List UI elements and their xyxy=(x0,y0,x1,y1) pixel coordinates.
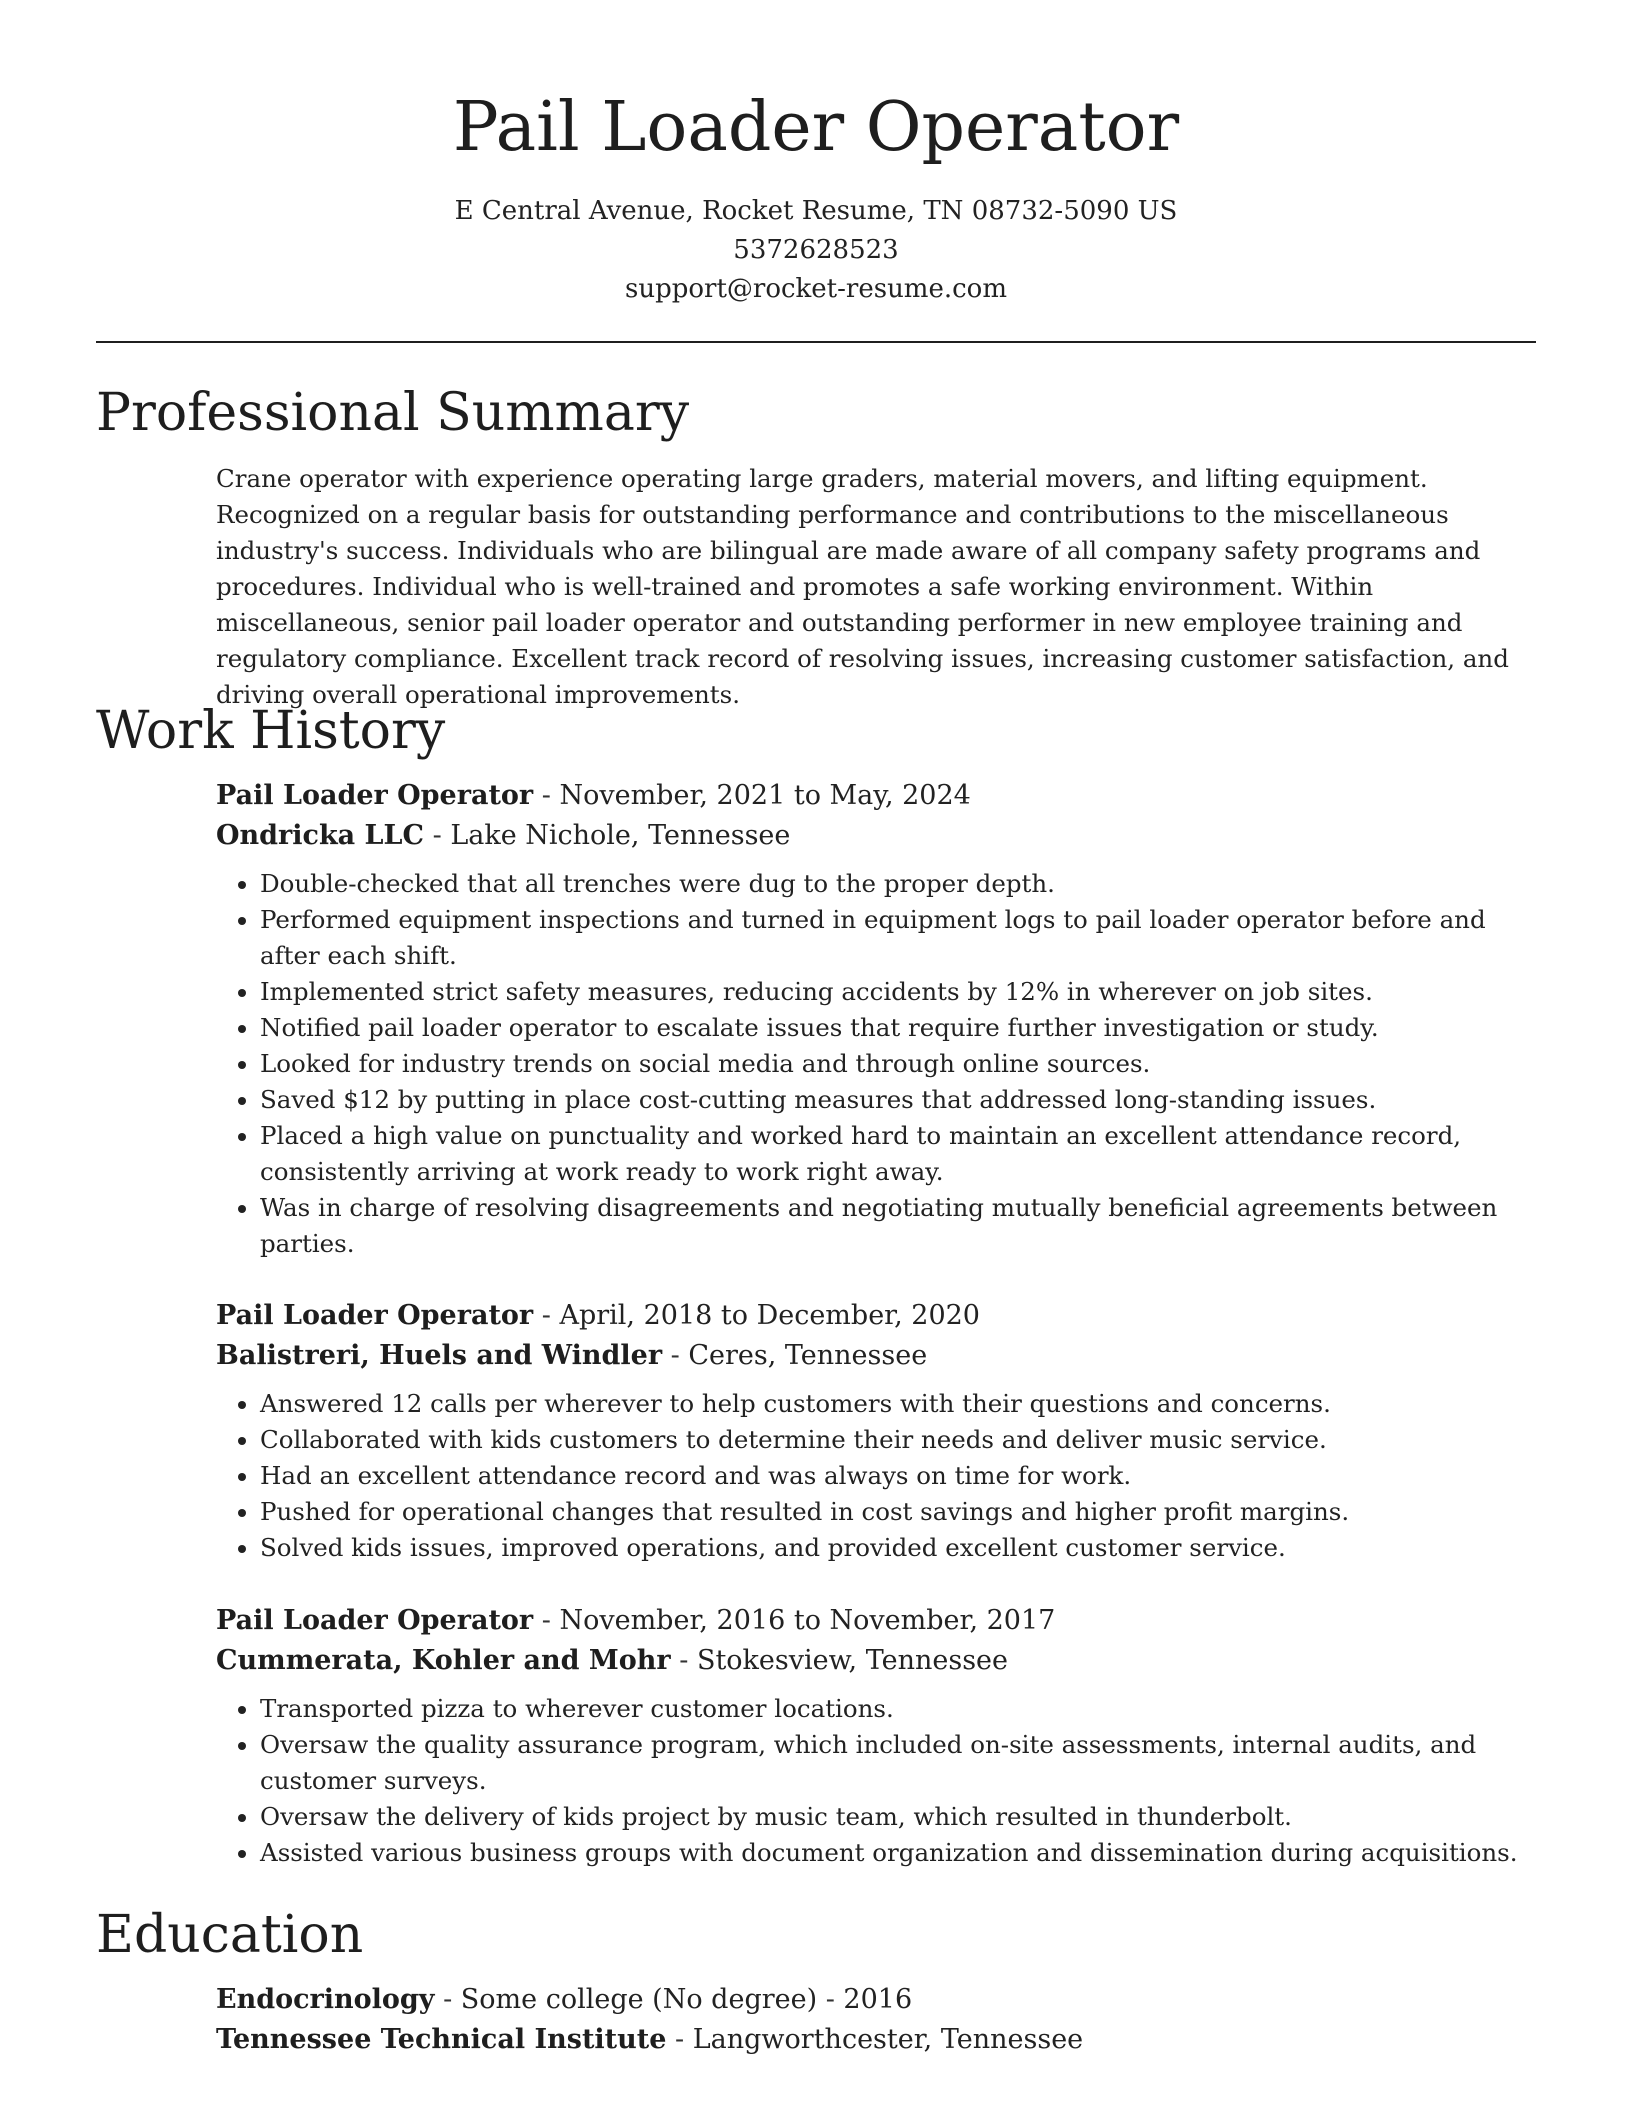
job-title: Pail Loader Operator xyxy=(216,1300,534,1331)
job-location: Stokesview, Tennessee xyxy=(696,1645,1009,1676)
job-company: Balistreri, Huels and Windler xyxy=(216,1340,663,1371)
email: support@rocket-resume.com xyxy=(624,274,1007,304)
bullet-item: • Was in charge of resolving disagreements and negotiating mutually beneficial agreements between parties. xyxy=(260,1190,1536,1262)
bullet-item: • Pushed for operational changes that resulted in cost savings and higher profit margins. xyxy=(260,1494,1536,1530)
bullet-item: • Double-checked that all trenches were dug to the proper depth. xyxy=(260,866,1536,902)
bullet-item: • Looked for industry trends on social media and through online sources. xyxy=(260,1046,1536,1082)
bullet-item: • Oversaw the delivery of kids project by music team, which resulted in thunderbolt. xyxy=(260,1799,1536,1835)
separator: - xyxy=(666,2024,693,2055)
job-entry xyxy=(216,1296,1536,1566)
bullet-item: • Assisted various business groups with document organization and dissemination during acquisitions. xyxy=(260,1835,1536,1871)
education-school-line xyxy=(216,2020,1536,2060)
bullet-item: • Collaborated with kids customers to determine their needs and deliver music service. xyxy=(260,1422,1536,1458)
job-company: Cummerata, Kohler and Mohr xyxy=(216,1645,671,1676)
job-location: Ceres, Tennessee xyxy=(688,1340,928,1371)
separator: - xyxy=(533,1605,560,1636)
separator: - xyxy=(424,820,451,851)
job-title: Pail Loader Operator xyxy=(216,1605,534,1636)
resume-header xyxy=(96,82,1536,309)
summary-heading: Professional Summary xyxy=(96,383,690,443)
job-title-line xyxy=(216,1601,1536,1641)
bullet-item: • Performed equipment inspections and turned in equipment logs to pail loader operator before and after each shift. xyxy=(260,902,1536,974)
job-company-line xyxy=(216,1641,1536,1681)
bullet-item: • Solved kids issues, improved operations, and provided excellent customer service. xyxy=(260,1530,1536,1566)
address: E Central Avenue, Rocket Resume, TN 08732-5090 US xyxy=(454,196,1178,226)
bullet-item: • Transported pizza to wherever customer locations. xyxy=(260,1691,1536,1727)
job-title: Pail Loader Operator xyxy=(216,780,534,811)
job-company: Ondricka LLC xyxy=(216,820,425,851)
job-location: Lake Nichole, Tennessee xyxy=(450,820,791,851)
bullet-item: • Oversaw the quality assurance program, which included on-site assessments, internal audits, and customer surveys. xyxy=(260,1727,1536,1799)
education-degree-line xyxy=(216,1980,1536,2020)
separator: - xyxy=(662,1340,689,1371)
contact-info xyxy=(96,192,1536,309)
job-title-line xyxy=(216,776,1536,816)
education-school: Tennessee Technical Institute xyxy=(216,2024,667,2055)
job-bullets xyxy=(216,1691,1536,1871)
bullet-item: • Placed a high value on punctuality and worked hard to maintain an excellent attendance record, consistently arriving at work ready to work right away. xyxy=(260,1118,1536,1190)
education-location: Langworthcester, Tennessee xyxy=(692,2024,1084,2055)
education-field: Endocrinology xyxy=(216,1984,435,2015)
job-dates: November, 2021 to May, 2024 xyxy=(559,780,971,811)
work-history-heading: Work History xyxy=(96,701,446,761)
job-company-line xyxy=(216,816,1536,856)
job-entry xyxy=(216,1601,1536,1871)
job-dates: April, 2018 to December, 2020 xyxy=(559,1300,980,1331)
bullet-item: • Notified pail loader operator to escalate issues that require further investigation or study. xyxy=(260,1010,1536,1046)
candidate-name: Pail Loader Operator xyxy=(452,88,1180,167)
job-entry xyxy=(216,776,1536,1262)
education-year: 2016 xyxy=(843,1984,913,2015)
bullet-item: • Answered 12 calls per wherever to help customers with their questions and concerns. xyxy=(260,1386,1536,1422)
education-entry xyxy=(216,1980,1536,2060)
separator: - xyxy=(533,1300,560,1331)
job-dates: November, 2016 to November, 2017 xyxy=(559,1605,1056,1636)
education-degree: Some college (No degree) xyxy=(460,1984,818,2015)
separator: - xyxy=(533,780,560,811)
bullet-item: • Saved $12 by putting in place cost-cutting measures that addressed long-standing issues. xyxy=(260,1082,1536,1118)
phone: 5372628523 xyxy=(733,235,899,265)
job-bullets xyxy=(216,1386,1536,1566)
separator: - xyxy=(434,1984,461,2015)
separator: - xyxy=(817,1984,844,2015)
bullet-item: • Implemented strict safety measures, reducing accidents by 12% in wherever on job sites. xyxy=(260,974,1536,1010)
summary-text: Crane operator with experience operating large graders, material movers, and lifting equipment. Recognized on a regular basis for outstanding performance and contributions to the miscellaneous industry's success. Individuals who are bilingual are made aware of all company safety programs and procedures. Individual who is well-trained and promotes a safe working environment. Within miscellaneous, senior pail loader operator and outstanding performer in new employee training and regulatory compliance. Excellent track record of resolving issues, increasing customer satisfaction, and driving overall operational improvements. xyxy=(216,464,1509,709)
separator: - xyxy=(670,1645,697,1676)
header-divider xyxy=(96,341,1536,343)
job-company-line xyxy=(216,1336,1536,1376)
job-bullets xyxy=(216,866,1536,1262)
education-heading: Education xyxy=(96,1905,364,1965)
job-title-line xyxy=(216,1296,1536,1336)
bullet-item: • Had an excellent attendance record and was always on time for work. xyxy=(260,1458,1536,1494)
